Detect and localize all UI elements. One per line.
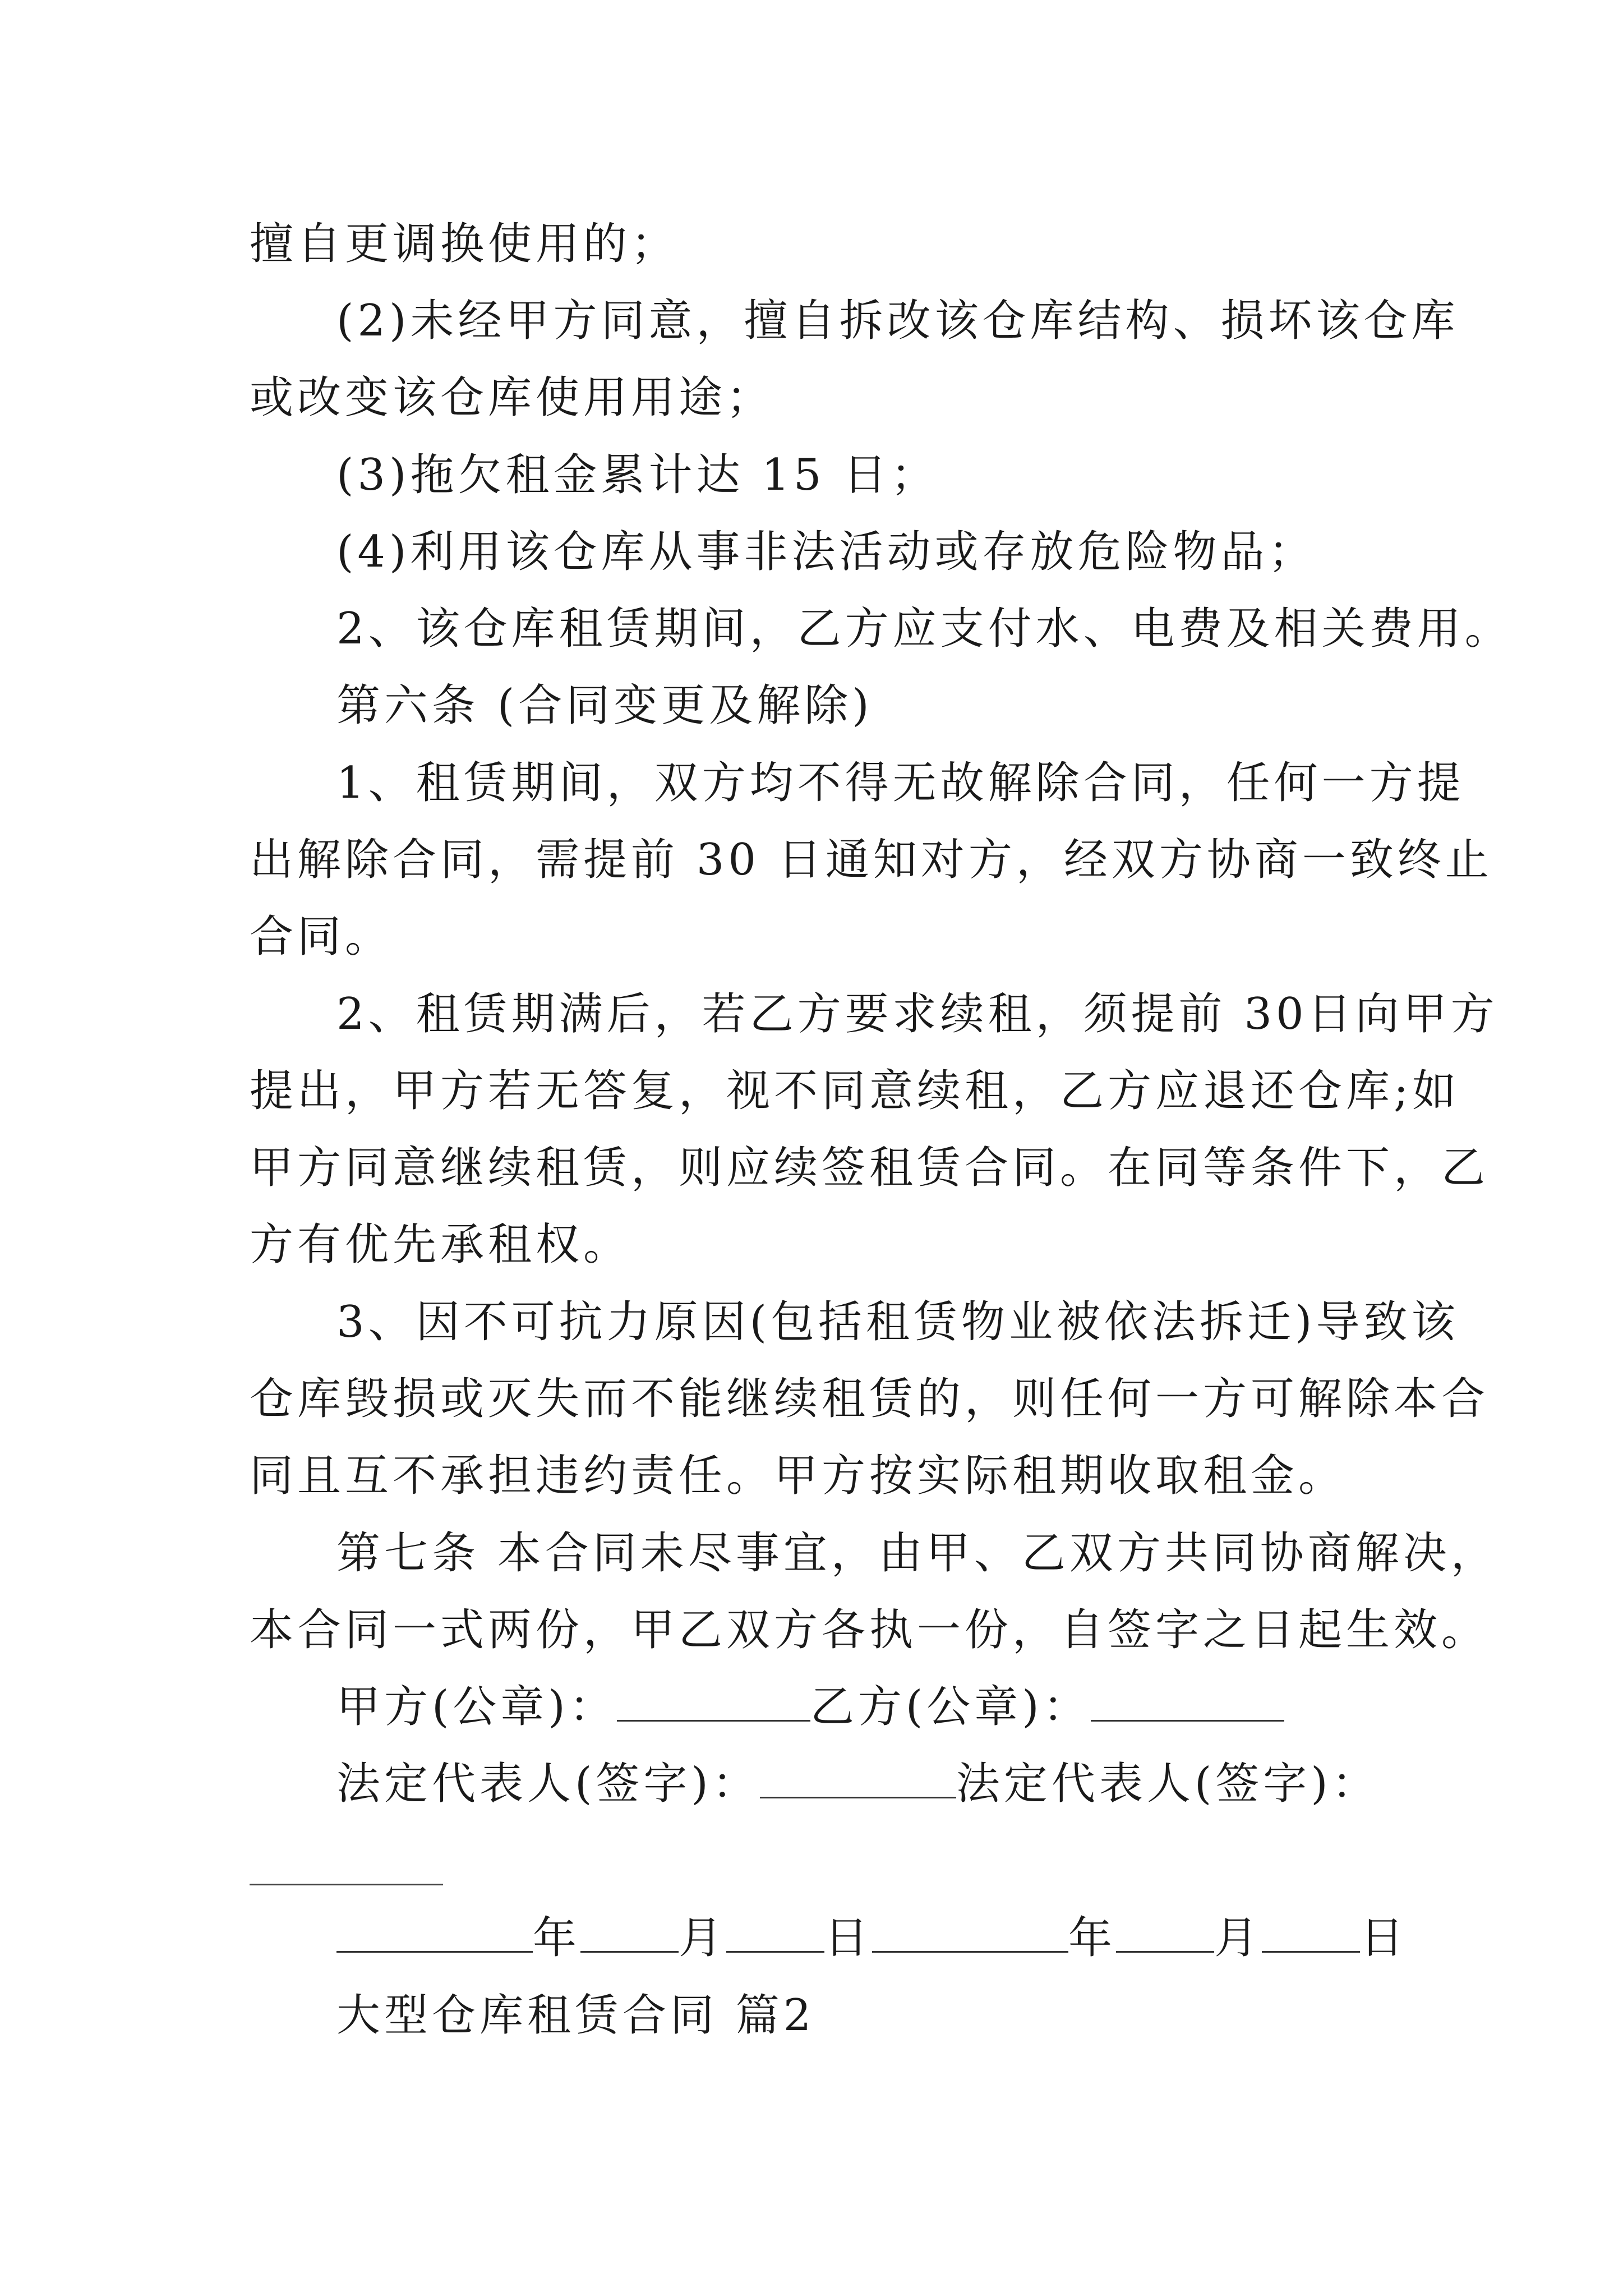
text-line-1: 擅自更调换使用的；: [250, 219, 679, 269]
text-line-19: 本合同一式两份，甲乙双方各执一份，自签字之日起生效。: [250, 1605, 1490, 1655]
party-a-seal-label: 甲方(公章)：: [336, 1682, 617, 1732]
text-line-5: (4)利用该仓库从事非法活动或存放危险物品；: [336, 527, 1316, 577]
rep-b-signature-blank[interactable]: [250, 1884, 443, 1885]
text-line-3: 或改变该仓库使用用途；: [250, 372, 774, 423]
section-heading-article-6: 第六条 (合同变更及解除): [336, 680, 873, 731]
representative-line: [336, 1756, 1380, 1812]
party-seal-line: [336, 1679, 1284, 1735]
rep-a-label: 法定代表人(签字)：: [336, 1759, 760, 1809]
next-section-title: 大型仓库租赁合同 篇2: [336, 1990, 815, 2041]
text-line-8: 1、租赁期间，双方均不得无故解除合同，任何一方提: [336, 758, 1465, 808]
date-line: [336, 1910, 1408, 1966]
text-line-12: 提出，甲方若无答复，视不同意续租，乙方应退还仓库;如: [250, 1066, 1460, 1116]
text-line-11: 2、租赁期满后，若乙方要求续租，须提前 30日向甲方: [336, 989, 1498, 1039]
text-line-2: (2)未经甲方同意，擅自拆改该仓库结构、损坏该仓库: [336, 296, 1459, 346]
date-b-year-label: 年: [1068, 1913, 1117, 1963]
party-b-seal-label: 乙方(公章)：: [810, 1682, 1091, 1732]
text-line-9: 出解除合同，需提前 30 日通知对方，经双方协商一致终止: [250, 835, 1493, 885]
text-line-15: 3、因不可抗力原因(包括租赁物业被依法拆迁)导致该: [336, 1297, 1459, 1347]
party-a-seal-blank[interactable]: [617, 1685, 810, 1722]
date-a-month-blank[interactable]: [580, 1916, 679, 1953]
text-line-17: 同且互不承担违约责任。甲方按实际租期收取租金。: [250, 1451, 1347, 1501]
date-b-month-blank[interactable]: [1116, 1916, 1214, 1953]
date-b-month-label: 月: [1214, 1913, 1262, 1963]
text-line-14: 方有优先承租权。: [250, 1220, 631, 1270]
rep-b-label: 法定代表人(签字)：: [956, 1759, 1380, 1809]
text-line-13: 甲方同意继续租赁，则应续签租赁合同。在同等条件下，乙: [250, 1143, 1490, 1193]
date-b-day-blank[interactable]: [1262, 1916, 1360, 1953]
text-line-6: 2、该仓库租赁期间，乙方应支付水、电费及相关费用。: [336, 604, 1513, 654]
text-line-16: 仓库毁损或灭失而不能继续租赁的，则任何一方可解除本合: [250, 1374, 1490, 1424]
date-b-day-label: 日: [1360, 1913, 1408, 1963]
text-line-4: (3)拖欠租金累计达 15 日；: [336, 450, 939, 500]
text-line-18: 第七条 本合同未尽事宜，由甲、乙双方共同协商解决，: [336, 1528, 1498, 1579]
date-a-month-label: 月: [679, 1913, 727, 1963]
party-b-seal-blank[interactable]: [1091, 1685, 1284, 1722]
date-a-day-blank[interactable]: [726, 1916, 824, 1953]
date-a-day-label: 日: [824, 1913, 873, 1963]
date-a-year-blank[interactable]: [336, 1916, 533, 1953]
rep-a-signature-blank[interactable]: [760, 1762, 956, 1798]
text-line-10: 合同。: [250, 912, 393, 962]
date-b-year-blank[interactable]: [872, 1916, 1068, 1953]
date-a-year-label: 年: [533, 1913, 581, 1963]
